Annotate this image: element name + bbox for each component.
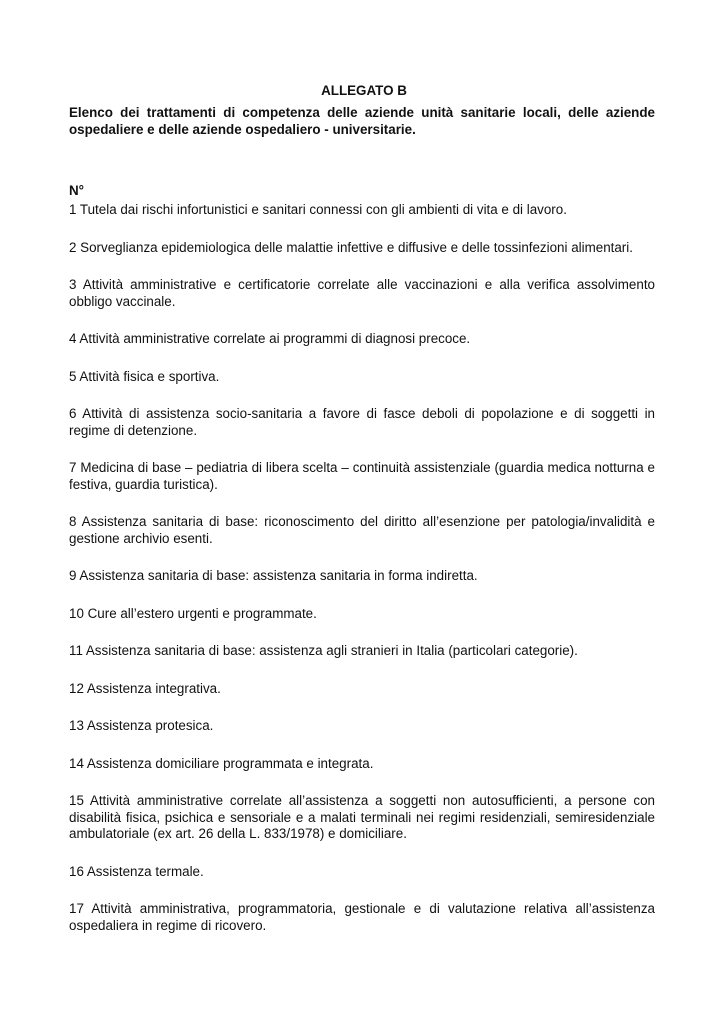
list-item: 7 Medicina di base – pediatria di libera scelta – continuità assistenziale (guardia medica notturna e festiva, guardia turistica).	[69, 460, 655, 492]
treatment-list	[69, 202, 655, 934]
number-column-header: N°	[69, 183, 85, 198]
document-subtitle: Elenco dei trattamenti di competenza delle aziende unità sanitarie locali, delle aziende ospedaliere e delle aziende ospedaliero - universitarie.	[69, 105, 655, 137]
list-item: 2 Sorveglianza epidemiologica delle malattie infettive e diffusive e delle tossinfezioni alimentari.	[69, 239, 633, 255]
list-item: 17 Attività amministrativa, programmatoria, gestionale e di valutazione relativa all’assistenza ospedaliera in regime di ricovero.	[69, 901, 655, 933]
list-item: 15 Attività amministrative correlate all’assistenza a soggetti non autosufficienti, a persone con disabilità fisica, psichica e sensoriale e a malati terminali nei regimi residenziali, semiresidenziale ambulatoriale (ex art. 26 della L. 833/1978) e domiciliare.	[69, 793, 655, 841]
list-item: 6 Attività di assistenza socio-sanitaria a favore di fasce deboli di popolazione e di soggetti in regime di detenzione.	[69, 406, 655, 438]
list-item: 1 Tutela dai rischi infortunistici e sanitari connessi con gli ambienti di vita e di lavoro.	[69, 202, 567, 217]
list-item: 8 Assistenza sanitaria di base: riconoscimento del diritto all’esenzione per patologia/invalidità e gestione archivio esenti.	[69, 514, 655, 546]
list-item: 4 Attività amministrative correlate ai programmi di diagnosi precoce.	[69, 331, 471, 346]
list-item: 14 Assistenza domiciliare programmata e integrata.	[69, 755, 374, 771]
list-item: 13 Assistenza protesica.	[69, 718, 214, 733]
list-item: 9 Assistenza sanitaria di base: assistenza sanitaria in forma indiretta.	[69, 568, 478, 583]
list-item: 5 Attività fisica e sportiva.	[69, 368, 220, 384]
list-item: 11 Assistenza sanitaria di base: assistenza agli stranieri in Italia (particolari categorie).	[69, 643, 578, 658]
list-item: 10 Cure all’estero urgenti e programmate.	[69, 605, 317, 621]
document-page	[69, 82, 655, 955]
list-item: 16 Assistenza termale.	[69, 863, 204, 879]
document-heading: ALLEGATO B	[321, 83, 407, 98]
list-item: 3 Attività amministrative e certificatorie correlate alle vaccinazioni e alla verifica assolvimento obbligo vaccinale.	[69, 277, 655, 309]
list-item: 12 Assistenza integrativa.	[69, 680, 221, 696]
